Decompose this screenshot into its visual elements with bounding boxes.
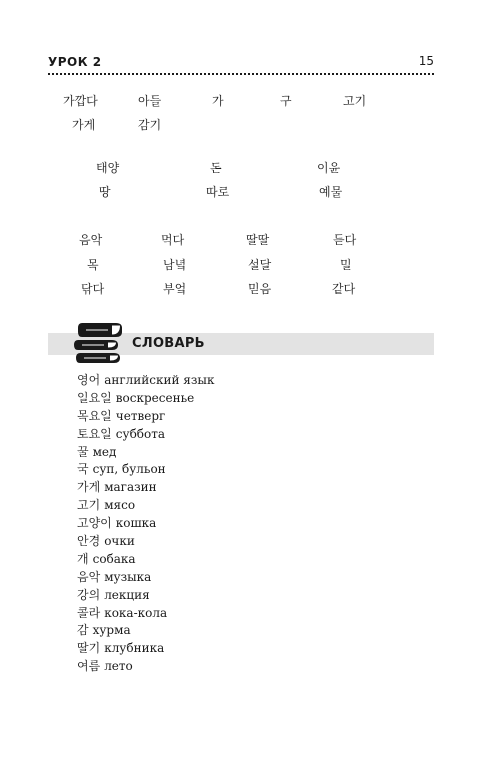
russian-translation: мед	[92, 444, 117, 459]
korean-word: 개	[77, 551, 89, 566]
korean-word: 고기	[77, 498, 101, 513]
practice-word: 돈	[210, 161, 222, 175]
korean-word: 꿀	[77, 444, 89, 459]
practice-word: 같다	[332, 282, 356, 296]
korean-word: 음악	[77, 569, 101, 584]
korean-word: 토요일	[77, 426, 112, 441]
vocabulary-entry	[77, 497, 214, 515]
books-icon	[74, 315, 126, 367]
korean-word: 목요일	[77, 408, 112, 423]
vocabulary-entry	[77, 605, 214, 623]
practice-word: 이윤	[317, 161, 341, 175]
practice-word: 가게	[72, 118, 96, 132]
practice-word: 태양	[96, 161, 120, 175]
korean-word: 안경	[77, 534, 101, 549]
vocabulary-list	[77, 372, 214, 676]
lesson-title: УРОК 2	[48, 55, 102, 69]
practice-word: 딸딸	[246, 233, 270, 247]
practice-word: 믿음	[248, 282, 272, 296]
practice-word: 먹다	[161, 233, 185, 247]
practice-word: 부엌	[163, 282, 187, 296]
vocabulary-entry	[77, 587, 214, 605]
korean-word: 딸기	[77, 641, 101, 656]
korean-word: 고양이	[77, 516, 112, 531]
russian-translation: лекция	[104, 587, 150, 602]
page-number: 15	[418, 54, 434, 68]
korean-word: 강의	[77, 587, 101, 602]
korean-word: 가게	[77, 480, 101, 495]
russian-translation: кока-кола	[104, 605, 168, 620]
practice-word: 예물	[319, 185, 343, 199]
practice-word: 감기	[138, 118, 162, 132]
russian-translation: воскресенье	[115, 390, 195, 405]
vocabulary-entry	[77, 515, 214, 533]
vocabulary-entry	[77, 533, 214, 551]
practice-word: 음악	[79, 233, 103, 247]
vocabulary-entry	[77, 640, 214, 658]
russian-translation: магазин	[104, 480, 157, 495]
vocabulary-entry	[77, 390, 214, 408]
korean-word: 감	[77, 623, 89, 638]
practice-word: 고기	[343, 94, 367, 108]
practice-word: 구	[280, 94, 292, 108]
russian-translation: лето	[104, 659, 133, 674]
vocabulary-entry	[77, 622, 214, 640]
korean-word: 여름	[77, 659, 101, 674]
practice-word: 아들	[138, 94, 162, 108]
practice-word: 가깝다	[63, 94, 98, 108]
korean-word: 영어	[77, 373, 101, 387]
vocabulary-entry	[77, 461, 214, 479]
russian-translation: очки	[104, 534, 135, 549]
russian-translation: суп, бульон	[92, 462, 166, 477]
practice-word: 닦다	[81, 282, 105, 296]
russian-translation: кошка	[115, 516, 157, 531]
russian-translation: хурма	[92, 623, 131, 638]
vocabulary-entry	[77, 408, 214, 426]
russian-translation: четверг	[115, 408, 166, 423]
vocabulary-entry	[77, 658, 214, 676]
practice-word: 따로	[206, 185, 230, 199]
header-dotted-rule	[48, 73, 434, 75]
korean-word: 콜라	[77, 605, 101, 620]
practice-word: 목	[87, 258, 99, 272]
russian-translation: суббота	[115, 426, 166, 441]
practice-word: 듣다	[333, 233, 357, 247]
vocabulary-entry	[77, 426, 214, 444]
vocabulary-entry	[77, 569, 214, 587]
russian-translation: английский язык	[104, 373, 215, 387]
korean-word: 국	[77, 462, 89, 477]
practice-word: 설달	[248, 258, 272, 272]
practice-word: 남녘	[163, 258, 187, 272]
vocabulary-entry	[77, 444, 214, 462]
korean-word: 일요일	[77, 390, 112, 405]
practice-word: 땅	[99, 185, 111, 199]
practice-word: 가	[212, 94, 224, 108]
practice-word: 밀	[340, 258, 352, 272]
page-header	[48, 55, 434, 73]
russian-translation: клубника	[104, 641, 165, 656]
vocabulary-entry	[77, 372, 214, 390]
vocabulary-title: СЛОВАРЬ	[132, 336, 205, 351]
russian-translation: музыка	[104, 569, 152, 584]
russian-translation: мясо	[104, 498, 136, 513]
vocabulary-entry	[77, 551, 214, 569]
russian-translation: собака	[92, 551, 136, 566]
vocabulary-entry	[77, 479, 214, 497]
